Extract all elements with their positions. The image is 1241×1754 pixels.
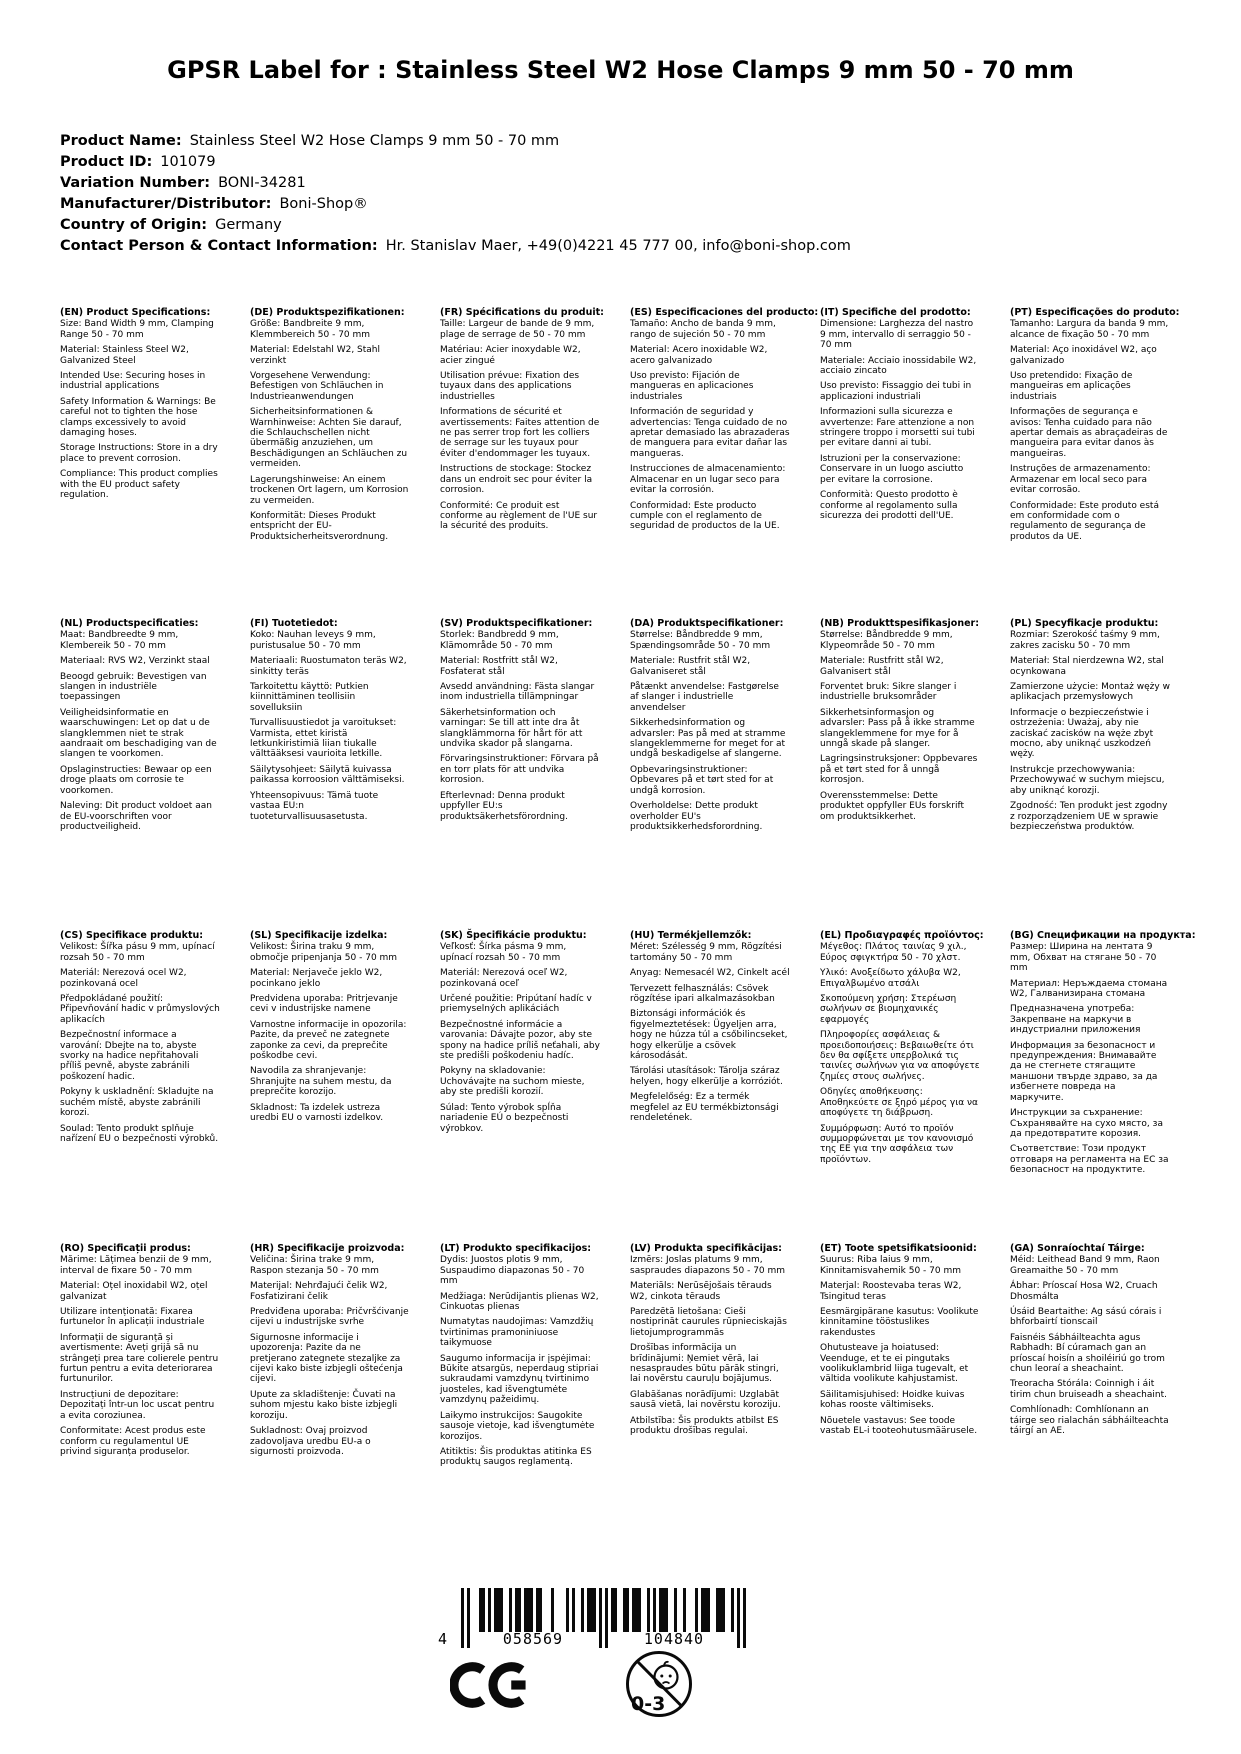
barcode-digits-right: 104840 bbox=[643, 1630, 705, 1648]
spec-paragraph: Sukladnost: Ovaj proizvod zadovoljava uredbu EU-a o sigurnosti proizvoda. bbox=[250, 1426, 371, 1457]
language-block-pl bbox=[1010, 619, 1170, 837]
spec-paragraph: Size: Band Width 9 mm, Clamping Range 50 - 70 mm bbox=[60, 319, 214, 340]
spec-paragraph: Sicherheitsinformationen & Warnhinweise: Achten Sie darauf, die Schlauchschellen nicht übermäßig anzuziehen, um Beschädigungen an Schläuchen zu vermeiden. bbox=[250, 407, 408, 470]
age-warning-label: 0-3 bbox=[631, 1693, 666, 1715]
age-warning-0-3-icon bbox=[624, 1649, 694, 1719]
language-block-header: (FR) Spécifications du produit: bbox=[440, 307, 604, 318]
spec-paragraph: Sikkerhetsinformasjon og advarsler: Pass på å ikke stramme slangeklemmene for mye for å unngå skade på slanger. bbox=[820, 707, 975, 750]
language-block-et bbox=[820, 1244, 980, 1442]
language-block-header: (EN) Product Specifications: bbox=[60, 307, 211, 318]
language-block-lt bbox=[440, 1244, 600, 1473]
spec-paragraph: Efterlevnad: Denna produkt uppfyller EU:s produktsäkerhetsförordning. bbox=[440, 790, 568, 822]
spec-paragraph: Storage Instructions: Store in a dry place to prevent corrosion. bbox=[60, 443, 218, 464]
product-info-value: Boni-Shop® bbox=[279, 196, 368, 212]
language-block-header: (BG) Спецификации на продукта: bbox=[1010, 930, 1196, 941]
language-block-nl bbox=[60, 619, 220, 837]
spec-paragraph: Informații de siguranță și avertismente: Aveți grijă să nu strângeți prea tare colierele pentru furtun pentru a evita deteriorarea furtunurilor. bbox=[60, 1332, 219, 1385]
spec-paragraph: Tervezett felhasználás: Csövek rögzítése ipari alkalmazásokban bbox=[630, 983, 775, 1005]
language-block-header: (PL) Specyfikacje produktu: bbox=[1010, 618, 1159, 629]
spec-paragraph: Uso previsto: Fissaggio dei tubi in applicazioni industriali bbox=[820, 381, 972, 402]
spec-paragraph: Μέγεθος: Πλάτος ταινίας 9 χιλ., Εύρος σφιγκτήρα 50 - 70 χλστ. bbox=[820, 942, 967, 963]
language-block-header: (SK) Špecifikácie produktu: bbox=[440, 930, 587, 941]
product-info-value: Germany bbox=[215, 217, 282, 233]
spec-paragraph: Taille: Largeur de bande de 9 mm, plage de serrage de 50 - 70 mm bbox=[440, 319, 595, 340]
spec-paragraph: Material: Rostfritt stål W2, Fosfaterat stål bbox=[440, 656, 558, 677]
spec-paragraph: Overholdelse: Dette produkt overholder EU's produktsikkerhedsforordning. bbox=[630, 801, 763, 832]
spec-paragraph: Tarkoitettu käyttö: Putkien kiinnittäminen teollisiin sovelluksiin bbox=[250, 682, 369, 713]
language-block-header: (DA) Produktspecifikationer: bbox=[630, 618, 784, 629]
product-info-label: Country of Origin: bbox=[60, 217, 208, 233]
spec-paragraph: Säilytysohjeet: Säilytä kuivassa paikassa korroosion välttämiseksi. bbox=[250, 764, 405, 786]
spec-paragraph: Conformidade: Este produto está em conformidade com o regulamento de segurança de produtos da UE. bbox=[1010, 500, 1159, 542]
spec-paragraph: Ohutusteave ja hoiatused: Veenduge, et te ei pingutaks voolikuklambrid liiga tugevalt, et vältida voolikute kahjustamist. bbox=[820, 1343, 969, 1385]
spec-paragraph: Bezpečnostní informace a varování: Dbejte na to, abyste svorky na hadice nepřitahovali příliš pevně, abyste zabránili poškození hadic. bbox=[60, 1030, 199, 1082]
spec-paragraph: Tamaño: Ancho de banda 9 mm, rango de sujeción 50 - 70 mm bbox=[630, 319, 776, 340]
spec-paragraph: Veiligheidsinformatie en waarschuwingen: Let op dat u de slangklemmen niet te strak aandraait om beschadiging van de slangen te voorkomen. bbox=[60, 707, 217, 760]
spec-paragraph: Faisnéis Sábháilteachta agus Rabhadh: Bí cúramach gan an príoscaí hoisín a shoiléiriú go trom chun leoraí a sheachaint. bbox=[1010, 1332, 1165, 1375]
spec-paragraph: Vorgesehene Verwendung: Befestigen von Schläuchen in Industrieanwendungen bbox=[250, 371, 384, 402]
language-block-hu bbox=[630, 931, 790, 1129]
spec-paragraph: Numatytas naudojimas: Vamzdžių tvirtinimas pramoniniuose taikymuose bbox=[440, 1317, 594, 1349]
product-info-label: Variation Number: bbox=[60, 175, 211, 191]
spec-paragraph: Megfelelőség: Ez a termék megfelel az EU termékbiztonsági rendeletének. bbox=[630, 1092, 779, 1124]
page-title: GPSR Label for : Stainless Steel W2 Hose Clamps 9 mm 50 - 70 mm bbox=[167, 56, 1074, 84]
language-block-nb bbox=[820, 619, 980, 827]
product-info-value: Stainless Steel W2 Hose Clamps 9 mm 50 - 70 mm bbox=[189, 133, 560, 149]
language-block-lv bbox=[630, 1244, 790, 1442]
spec-paragraph: Informações de segurança e avisos: Tenha cuidado para não apertar demais as abraçadeiras de mangueira para evitar danos às mangueiras. bbox=[1010, 407, 1168, 459]
language-block-header: (FI) Tuotetiedot: bbox=[250, 618, 338, 629]
spec-paragraph: Yhteensopivuus: Tämä tuote vastaa EU:n tuoteturvallisuusasetusta. bbox=[250, 790, 379, 822]
spec-paragraph: Maat: Bandbreedte 9 mm, Klembereik 50 - 70 mm bbox=[60, 630, 179, 651]
spec-paragraph: Compliance: This product complies with the EU product safety regulation. bbox=[60, 469, 218, 501]
language-block-fr bbox=[440, 307, 604, 537]
barcode-digits-left: 058569 bbox=[502, 1630, 564, 1648]
spec-paragraph: Určené použitie: Pripútaní hadíc v priemyselných aplikáciách bbox=[440, 994, 592, 1015]
spec-paragraph: Informations de sécurité et avertissements: Faites attention de ne pas serrer trop fort les colliers de serrage sur les tuyaux pour éviter d'endommager les tuyaux. bbox=[440, 407, 600, 459]
spec-paragraph: Materiale: Acciaio inossidabile W2, acciaio zincato bbox=[820, 355, 977, 377]
spec-paragraph: Instrucțiuni de depozitare: Depozitați într-un loc uscat pentru a evita coroziunea. bbox=[60, 1389, 215, 1421]
spec-paragraph: Υλικό: Ανοξείδωτο χάλυβα W2, Επιγαλβωμένο ατσάλι bbox=[820, 968, 961, 989]
spec-paragraph: Størrelse: Båndbredde 9 mm, Klypeområde 50 - 70 mm bbox=[820, 630, 953, 651]
product-info-label: Manufacturer/Distributor: bbox=[60, 196, 272, 212]
spec-paragraph: Størrelse: Båndbredde 9 mm, Spændingsområde 50 - 70 mm bbox=[630, 630, 771, 651]
language-block-header: (HU) Termékjellemzők: bbox=[630, 930, 752, 941]
spec-paragraph: Materiál: Nerezová oceľ W2, pozinkovaná oceľ bbox=[440, 968, 568, 989]
language-block-header: (LT) Produkto specifikacijos: bbox=[440, 1243, 592, 1254]
spec-paragraph: Materiał: Stal nierdzewna W2, stal ocynkowana bbox=[1010, 656, 1164, 677]
language-block-header: (CS) Specifikace produktu: bbox=[60, 930, 204, 941]
spec-paragraph: Größe: Bandbreite 9 mm, Klemmbereich 50 - 70 mm bbox=[250, 319, 371, 340]
spec-paragraph: Material: Oțel inoxidabil W2, oțel galvanizat bbox=[60, 1281, 208, 1302]
spec-paragraph: Lagerungshinweise: An einem trockenen Ort lagern, um Korrosion zu vermeiden. bbox=[250, 474, 409, 506]
spec-paragraph: Materiale: Rustfritt stål W2, Galvanisert stål bbox=[820, 656, 944, 677]
spec-paragraph: Glabāšanas norādījumi: Uzglabāt sausā vietā, lai novērstu koroziju. bbox=[630, 1389, 781, 1411]
spec-paragraph: Säilitamisjuhised: Hoidke kuivas kohas rooste vältimiseks. bbox=[820, 1389, 965, 1411]
spec-paragraph: Méret: Szélesség 9 mm, Rögzítési tartomány 50 - 70 mm bbox=[630, 942, 782, 963]
spec-paragraph: Suurus: Riba laius 9 mm, Kinnitamisvahemik 50 - 70 mm bbox=[820, 1255, 962, 1276]
spec-paragraph: Storlek: Bandbredd 9 mm, Klämområde 50 - 70 mm bbox=[440, 630, 559, 651]
spec-paragraph: Pokyny k uskladnění: Skladujte na suchém místě, abyste zabránili korozi. bbox=[60, 1087, 214, 1119]
language-block-header: (NB) Produkttspesifikasjoner: bbox=[820, 618, 980, 629]
language-block-header: (SL) Specifikacije izdelka: bbox=[250, 930, 388, 941]
spec-paragraph: Ábhar: Príoscaí Hosa W2, Cruach Dhosmálta bbox=[1010, 1281, 1158, 1302]
spec-paragraph: Sigurnosne informacije i upozorenja: Pazite da ne pretjerano zategnete stezaljke za cijevi kako biste izbjegli oštećenja cijevi. bbox=[250, 1332, 403, 1385]
spec-paragraph: Conformitate: Acest produs este conform cu regulamentul UE privind siguranța produselor. bbox=[60, 1426, 206, 1457]
spec-paragraph: Οδηγίες αποθήκευσης: Αποθηκεύετε σε ξηρό μέρος για να αποφύγετε τη διάβρωση. bbox=[820, 1087, 978, 1119]
language-block-sl bbox=[250, 931, 410, 1129]
language-block-header: (HR) Specifikacije proizvoda: bbox=[250, 1243, 405, 1254]
spec-paragraph: Konformität: Dieses Produkt entspricht der EU-Produktsicherheitsverordnung. bbox=[250, 510, 389, 542]
spec-paragraph: Velikost: Širina traku 9 mm, območje pripenjanja 50 - 70 mm bbox=[250, 942, 398, 963]
language-block-es bbox=[630, 307, 819, 537]
language-block-header: (GA) Sonraíochtaí Táirge: bbox=[1010, 1243, 1145, 1254]
spec-paragraph: Conformidad: Este producto cumple con el reglamento de seguridad de productos de la UE. bbox=[630, 500, 780, 532]
spec-paragraph: Dimensione: Larghezza del nastro 9 mm, intervallo di serraggio 50 - 70 mm bbox=[820, 319, 974, 351]
spec-paragraph: Utilizare intenționată: Fixarea furtunelor în aplicații industriale bbox=[60, 1307, 205, 1328]
spec-paragraph: Materiale: Rustfrit stål W2, Galvaniseret stål bbox=[630, 656, 751, 677]
spec-paragraph: Conformité: Ce produit est conforme au règlement de l'UE sur la sécurité des produits. bbox=[440, 500, 598, 532]
spec-paragraph: Saugumo informacija ir įspėjimai: Būkite atsargūs, neperdaug stipriai sukraudami vamzdynų tvirtinimo juosteles, kad išvengtumėte vamzdynų pažeidimų. bbox=[440, 1353, 599, 1406]
spec-paragraph: Mărime: Lățimea benzii de 9 mm, interval de fixare 50 - 70 mm bbox=[60, 1255, 212, 1276]
language-block-ga bbox=[1010, 1244, 1170, 1442]
spec-paragraph: Eesmärgipärane kasutus: Voolikute kinnitamine tööstuslikes rakendustes bbox=[820, 1307, 979, 1338]
spec-paragraph: Informazioni sulla sicurezza e avvertenze: Fare attenzione a non stringere troppo i morsetti sui tubi per evitare danni ai tubi. bbox=[820, 407, 975, 449]
spec-paragraph: Materiāls: Nerūsējošais tērauds W2, cinkota tērauds bbox=[630, 1281, 772, 1302]
language-block-bg bbox=[1010, 930, 1196, 1181]
spec-paragraph: Atbilstība: Šis produkts atbilst ES produktu drošības regulai. bbox=[630, 1415, 779, 1437]
spec-paragraph: Инструкции за съхранение: Съхранявайте на сухо място, за да предотвратите корозия. bbox=[1010, 1108, 1163, 1139]
spec-paragraph: Utilisation prévue: Fixation des tuyaux dans des applications industrielles bbox=[440, 371, 580, 402]
spec-paragraph: Instrukcje przechowywania: Przechowywać w suchym miejscu, aby uniknąć korozji. bbox=[1010, 764, 1165, 796]
product-info-label: Contact Person & Contact Information: bbox=[60, 238, 378, 254]
language-block-de bbox=[250, 308, 410, 547]
language-block-header: (LV) Produkta specifikācijas: bbox=[630, 1243, 782, 1254]
spec-paragraph: Velikost: Šířka pásu 9 mm, upínací rozsah 50 - 70 mm bbox=[60, 942, 215, 963]
spec-paragraph: Drošības informācija un brīdinājumi: Ņemiet vērā, lai nesaspraudes būtu pārāk stingri, lai novērstu cauruļu bojājumus. bbox=[630, 1343, 779, 1385]
spec-paragraph: Съответствие: Този продукт отговаря на регламента на ЕС за безопасност на продуктите. bbox=[1010, 1144, 1169, 1176]
language-block-header: (DE) Produktspezifikationen: bbox=[250, 307, 405, 318]
spec-paragraph: Πληροφορίες ασφάλειας & προειδοποιήσεις: Βεβαιωθείτε ότι δεν θα σφίξετε υπερβολικά τις ταινίες σωλήνων για να αποφύγετε ζημίες στους σωλήνες. bbox=[820, 1030, 980, 1082]
spec-paragraph: Material: Stainless Steel W2, Galvanized Steel bbox=[60, 345, 189, 366]
spec-paragraph: Materiaali: Ruostumaton teräs W2, sinkitty teräs bbox=[250, 656, 407, 677]
language-block-cs bbox=[60, 931, 220, 1149]
spec-paragraph: Tárolási utasítások: Tárolja száraz helyen, hogy elkerülje a korróziót. bbox=[630, 1066, 783, 1087]
spec-paragraph: Avsedd användning: Fästa slangar inom industriella tillämpningar bbox=[440, 682, 595, 703]
baby-face-icon bbox=[655, 1666, 678, 1689]
spec-paragraph: Naleving: Dit product voldoet aan de EU-voorschriften voor productveiligheid. bbox=[60, 801, 212, 832]
spec-paragraph: Soulad: Tento produkt splňuje nařízení EU o bezpečnosti výrobků. bbox=[60, 1123, 219, 1144]
barcode-digit-first: 4 bbox=[438, 1630, 448, 1648]
spec-paragraph: Lagringsinstruksjoner: Oppbevares på et tørt sted for å unngå korrosjon. bbox=[820, 754, 978, 786]
spec-paragraph: Förvaringsinstruktioner: Förvara på en torr plats för att undvika korrosion. bbox=[440, 754, 599, 786]
spec-paragraph: Matériau: Acier inoxydable W2, acier zingué bbox=[440, 345, 581, 366]
spec-paragraph: Zgodność: Ten produkt jest zgodny z rozporządzeniem UE w sprawie bezpieczeństwa produktów. bbox=[1010, 801, 1168, 832]
language-block-header: (SV) Produktspecifikationer: bbox=[440, 618, 593, 629]
spec-paragraph: Predvidena uporaba: Pritrjevanje cevi v industrijske namene bbox=[250, 994, 398, 1015]
spec-paragraph: Предназначена употреба: Закрепване на маркучи в индустриални приложения bbox=[1010, 1004, 1141, 1036]
language-block-header: (NL) Productspecificaties: bbox=[60, 618, 199, 629]
spec-paragraph: Opbevaringsinstruktioner: Opbevares på et tørt sted for at undgå korrosion. bbox=[630, 764, 774, 796]
language-block-el bbox=[820, 930, 984, 1170]
spec-paragraph: Overensstemmelse: Dette produktet oppfyller EUs forskrift om produktsikkerhet. bbox=[820, 790, 965, 822]
language-block-header: (ES) Especificaciones del producto: bbox=[630, 307, 819, 318]
language-block-pt bbox=[1010, 307, 1180, 547]
language-block-it bbox=[820, 308, 980, 526]
spec-paragraph: Sikkerhedsinformation og advarsler: Pas på med at stramme slangeklemmerne for meget for at undgå beskadigelse af slangerne. bbox=[630, 718, 786, 760]
spec-paragraph: Bezpečnostné informácie a varovania: Dávajte pozor, aby ste spony na hadice príliš neťahali, aby ste predišli poškodeniu hadíc. bbox=[440, 1019, 600, 1062]
spec-paragraph: Safety Information & Warnings: Be careful not to tighten the hose clamps excessively to avoid damaging hoses. bbox=[60, 396, 216, 439]
language-block-sk bbox=[440, 931, 600, 1139]
spec-paragraph: Συμμόρφωση: Αυτό το προϊόν συμμορφώνεται με τον κανονισμό της ΕΕ για την ασφάλεια των προϊόντων. bbox=[820, 1123, 974, 1165]
spec-paragraph: Instrucciones de almacenamiento: Almacenar en un lugar seco para evitar la corrosión. bbox=[630, 464, 786, 496]
language-block-header: (ET) Toote spetsifikatsioonid: bbox=[820, 1243, 977, 1254]
language-block-header: (IT) Specifiche del prodotto: bbox=[820, 307, 971, 318]
spec-paragraph: Predviđena uporaba: Pričvršćivanje cijevi u industrijske svrhe bbox=[250, 1307, 409, 1328]
spec-paragraph: Instruções de armazenamento: Armazenar em local seco para evitar corrosão. bbox=[1010, 464, 1151, 496]
spec-paragraph: Navodila za shranjevanje: Shranjujte na suhem mestu, da preprečite korozijo. bbox=[250, 1066, 392, 1098]
spec-paragraph: Varnostne informacije in opozorila: Pazite, da preveč ne zategnete zaponke za cevi, da preprečite poškodbe cevi. bbox=[250, 1019, 407, 1062]
spec-paragraph: Materjal: Roostevaba teras W2, Tsingitud teras bbox=[820, 1281, 962, 1302]
spec-paragraph: Instructions de stockage: Stockez dans un endroit sec pour éviter la corrosion. bbox=[440, 464, 593, 496]
spec-paragraph: Biztonsági információk és figyelmeztetések: Ügyeljen arra, hogy ne húzza túl a csőbilincseket, hogy elkerülje a csövek károsodását. bbox=[630, 1009, 788, 1062]
spec-paragraph: Размер: Ширина на лентата 9 mm, Обхват на стягане 50 - 70 mm bbox=[1010, 942, 1157, 974]
language-block-fi bbox=[250, 619, 410, 827]
spec-paragraph: Skladnost: Ta izdelek ustreza uredbi EU o varnosti izdelkov. bbox=[250, 1102, 384, 1124]
spec-paragraph: Material: Acero inoxidable W2, acero galvanizado bbox=[630, 345, 768, 366]
spec-paragraph: Laikymo instrukcijos: Saugokite sausoje vietoje, kad išvengtumėte korozijos. bbox=[440, 1410, 595, 1442]
spec-paragraph: Izmērs: Joslas platums 9 mm, saspraudes diapazons 50 - 70 mm bbox=[630, 1255, 786, 1276]
product-info-value: 101079 bbox=[160, 154, 216, 170]
spec-paragraph: Upute za skladištenje: Čuvati na suhom mjestu kako biste izbjegli koroziju. bbox=[250, 1389, 398, 1421]
spec-paragraph: Intended Use: Securing hoses in industrial applications bbox=[60, 371, 206, 392]
spec-paragraph: Material: Nerjaveče jeklo W2, pocinkano jeklo bbox=[250, 968, 383, 989]
spec-paragraph: Material: Edelstahl W2, Stahl verzinkt bbox=[250, 345, 380, 366]
spec-paragraph: Méid: Leithead Band 9 mm, Raon Greamaithe 50 - 70 mm bbox=[1010, 1255, 1160, 1276]
spec-paragraph: Opslaginstructies: Bewaar op een droge plaats om corrosie te voorkomen. bbox=[60, 764, 212, 796]
spec-paragraph: Istruzioni per la conservazione: Conservare in un luogo asciutto per evitare la corrosione. bbox=[820, 453, 964, 485]
spec-paragraph: Předpokládané použití: Připevňování hadic v průmyslových aplikacích bbox=[60, 994, 220, 1025]
product-info-label: Product ID: bbox=[60, 154, 153, 170]
spec-paragraph: Beoogd gebruik: Bevestigen van slangen in industriële toepassingen bbox=[60, 671, 207, 703]
spec-paragraph: Comhlíonadh: Comhlíonann an táirge seo rialachán sábháilteachta táirgí an AE. bbox=[1010, 1405, 1169, 1437]
spec-paragraph: Turvallisuustiedot ja varoitukset: Varmista, ettet kiristä letkunkiristimiä liian tiukalle välttääksesi vaurioita letkille. bbox=[250, 718, 397, 760]
spec-paragraph: Anyag: Nemesacél W2, Cinkelt acél bbox=[630, 968, 790, 979]
language-block-hr bbox=[250, 1244, 410, 1462]
spec-paragraph: Uso previsto: Fijación de mangueras en aplicaciones industriales bbox=[630, 371, 754, 402]
spec-paragraph: Paredzētā lietošana: Cieši nostiprināt caurules rūpnieciskajās lietojumprogrammās bbox=[630, 1307, 787, 1338]
spec-paragraph: Информация за безопасност и предупреждения: Внимавайте да не стегнете стягащите маншони твърде здраво, за да избегнете повреда на маркучите. bbox=[1010, 1040, 1158, 1103]
spec-paragraph: Treoracha Stórála: Coinnigh i áit tirim chun bruiseadh a sheachaint. bbox=[1010, 1379, 1167, 1400]
spec-paragraph: Zamierzone użycie: Montaż węży w aplikacjach przemysłowych bbox=[1010, 682, 1170, 703]
product-info-value: Hr. Stanislav Maer, +49(0)4221 45 777 00, info@boni-shop.com bbox=[385, 238, 851, 254]
spec-paragraph: Úsáid Beartaithe: Ag sású córais i bhforbairtí tionscail bbox=[1010, 1307, 1162, 1328]
spec-paragraph: Σκοπούμενη χρήση: Στερέωση σωλήνων σε βιομηχανικές εφαρμογές bbox=[820, 994, 957, 1025]
product-info-label: Product Name: bbox=[60, 133, 182, 149]
spec-paragraph: Medžiaga: Nerūdijantis plienas W2, Cinkuotas plienas bbox=[440, 1291, 599, 1313]
language-block-sv bbox=[440, 619, 600, 827]
spec-paragraph: Pokyny na skladovanie: Uchovávajte na suchom mieste, aby ste predišli korozií. bbox=[440, 1066, 585, 1098]
spec-paragraph: Dydis: Juostos plotis 9 mm, Suspaudimo diapazonas 50 - 70 mm bbox=[440, 1255, 585, 1287]
spec-paragraph: Veličina: Širina trake 9 mm, Raspon stezanja 50 - 70 mm bbox=[250, 1255, 379, 1276]
spec-paragraph: Uso pretendido: Fixação de mangueiras em aplicações industriais bbox=[1010, 371, 1133, 402]
language-block-en bbox=[60, 308, 220, 506]
language-block-da bbox=[630, 619, 790, 837]
spec-paragraph: Nõuetele vastavus: See toode vastab EL-i tooteohutusmäärusele. bbox=[820, 1415, 978, 1437]
spec-paragraph: Rozmiar: Szerokość taśmy 9 mm, zakres zacisku 50 - 70 mm bbox=[1010, 630, 1160, 651]
spec-paragraph: Materijal: Nehrđajući čelik W2, Fosfatizirani čelik bbox=[250, 1281, 388, 1302]
spec-paragraph: Atitiktis: Šis produktas atitinka ES produktų saugos reglamentą. bbox=[440, 1446, 592, 1468]
spec-paragraph: Información de seguridad y advertencias: Tenga cuidado de no apretar demasiado las abrazaderas de manguera para evitar dañar las mangueras. bbox=[630, 407, 790, 459]
spec-paragraph: Informacje o bezpieczeństwie i ostrzeżenia: Uważaj, aby nie zaciskać zacisków na węże zbyt mocno, aby uniknąć uszkodzeń węży. bbox=[1010, 707, 1154, 760]
product-info-value: BONI-34281 bbox=[218, 175, 306, 191]
language-block-header: (RO) Specificații produs: bbox=[60, 1243, 191, 1254]
language-block-ro bbox=[60, 1244, 220, 1462]
spec-paragraph: Säkerhetsinformation och varningar: Se till att inte dra åt slangklämmorna för hårt för att undvika skador på slangarna. bbox=[440, 707, 583, 750]
spec-paragraph: Veľkosť: Šírka pásma 9 mm, upínací rozsah 50 - 70 mm bbox=[440, 942, 567, 963]
spec-paragraph: Koko: Nauhan leveys 9 mm, puristusalue 50 - 70 mm bbox=[250, 630, 376, 651]
spec-paragraph: Materiál: Nerezová ocel W2, pozinkovaná ocel bbox=[60, 968, 187, 989]
ce-mark-icon bbox=[450, 1660, 536, 1710]
spec-paragraph: Súlad: Tento výrobok spĺňa nariadenie EÚ o bezpečnosti výrobkov. bbox=[440, 1102, 569, 1134]
language-block-header: (EL) Προδιαγραφές προϊόντος: bbox=[820, 930, 984, 941]
spec-paragraph: Materiaal: RVS W2, Verzinkt staal bbox=[60, 656, 210, 667]
spec-paragraph: Forventet bruk: Sikre slanger i industrielle bruksområder bbox=[820, 682, 957, 703]
spec-paragraph: Материал: Неръждаема стомана W2, Галванизирана стомана bbox=[1010, 978, 1168, 1000]
spec-paragraph: Material: Aço inoxidável W2, aço galvanizado bbox=[1010, 345, 1157, 366]
spec-paragraph: Tamanho: Largura da banda 9 mm, alcance de fixação 50 - 70 mm bbox=[1010, 319, 1169, 340]
spec-paragraph: Conformità: Questo prodotto è conforme al regolamento sulla sicurezza dei prodotti dell'UE. bbox=[820, 490, 958, 521]
spec-paragraph: Påtænkt anvendelse: Fastgørelse af slanger i industrielle anvendelser bbox=[630, 682, 779, 713]
language-block-header: (PT) Especificações do produto: bbox=[1010, 307, 1180, 318]
